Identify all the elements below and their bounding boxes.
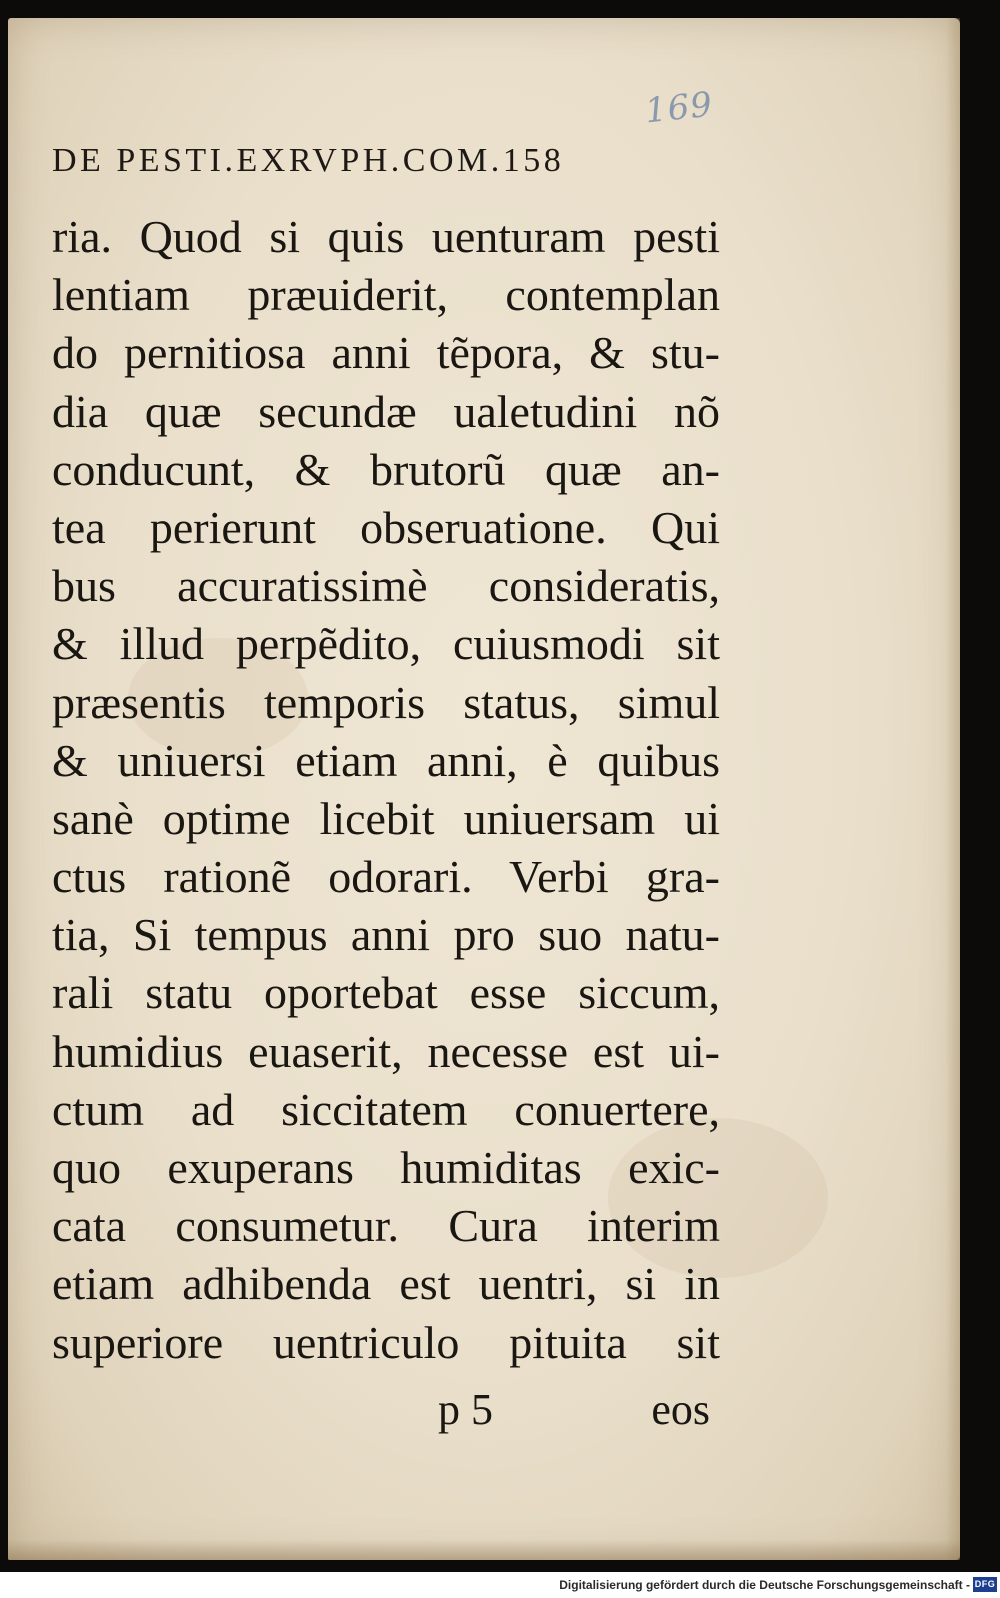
text-line: ria. Quod si quis uenturam pesti (52, 211, 720, 262)
text-line: humidius euaserit, necesse est ui- (52, 1025, 720, 1077)
text-line: bus accuratissimè consideratis, (52, 560, 720, 612)
digitization-footer (0, 1572, 1000, 1598)
text-line: ctus rationẽ odorari. Verbi gra- (52, 851, 720, 903)
text-line: sanè optime licebit uniuersam ui (52, 792, 720, 844)
page-edge-shadow (946, 18, 960, 1560)
text-line: cata consumetur. Cura interim (52, 1200, 720, 1252)
text-line: tea perierunt obseruatione. Qui (52, 501, 720, 553)
catchword: eos (651, 1385, 710, 1434)
text-line: quo exuperans humiditas exic- (52, 1142, 720, 1193)
running-head: DE PESTI.EXRVPH.COM.158 (52, 142, 565, 179)
text-line: rali statu oportebat esse siccum, (52, 967, 720, 1019)
text-line: do pernitiosa anni tẽpora, & stu- (52, 327, 720, 379)
text-line: & uniuersi etiam anni, è quibus (52, 734, 720, 786)
dfg-logo: DFG (973, 1577, 997, 1592)
text-line: dia quæ secundæ ualetudini nõ (52, 385, 720, 437)
handwritten-folio-number: 169 (643, 84, 715, 132)
text-line: superiore uentriculo pituita sit (52, 1316, 720, 1368)
text-line: etiam adhibenda est uentri, si in (52, 1258, 720, 1310)
text-line: tia, Si tempus anni pro suo natu- (52, 909, 720, 961)
page-footer-marks (52, 1384, 720, 1434)
text-line: & illud perpẽdito, cuiusmodi sit (52, 618, 720, 670)
text-line: lentiam præuiderit, contemplan (52, 269, 720, 321)
text-line: ctum ad siccitatem conuertere, (52, 1083, 720, 1135)
funding-credit: Digitalisierung gefördert durch die Deutsche Forschungsgemeinschaft - (559, 1578, 970, 1592)
text-line: præsentis temporis status, simul (52, 676, 720, 728)
signature-mark: p 5 (438, 1385, 493, 1434)
page-bottom-shadow (8, 1540, 960, 1560)
text-line: conducunt, & brutorũ quæ an- (52, 443, 720, 495)
body-text (52, 208, 720, 1372)
